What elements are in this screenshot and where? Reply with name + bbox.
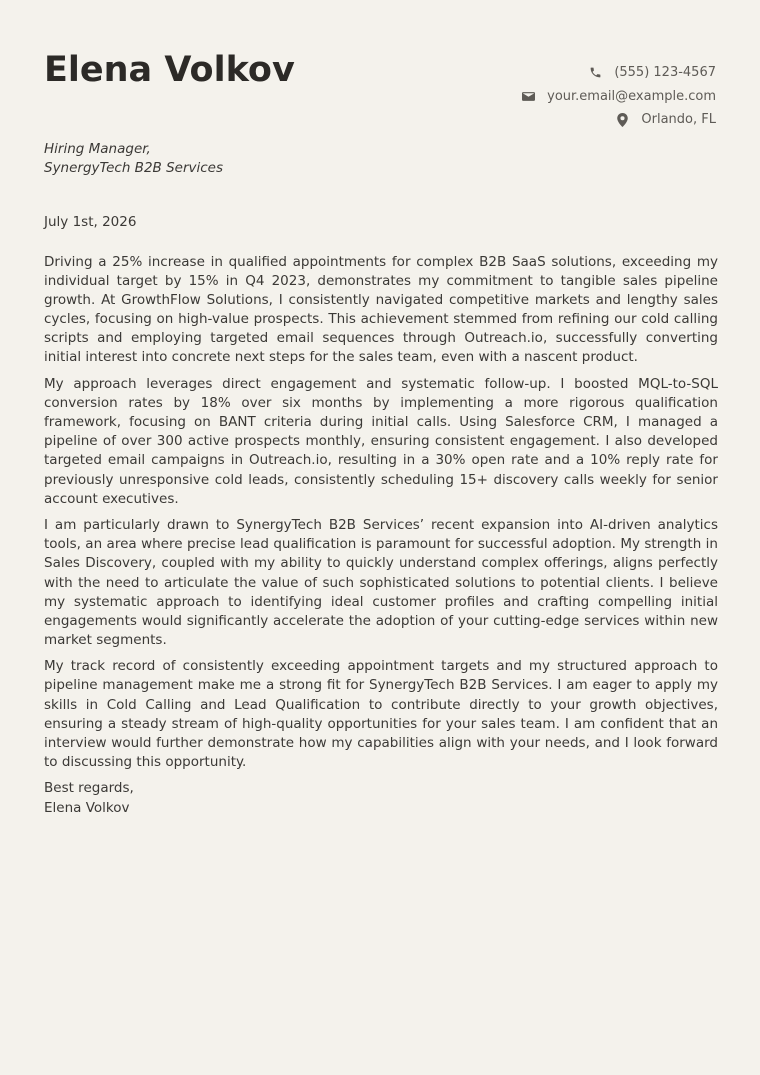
body-paragraph: I am particularly drawn to SynergyTech B2B Services’ recent expansion into AI-driven analytics tools, an area where precise lead qualification is paramount for successful adoption. My strength in Sales Discovery, coupled with my ability to quickly understand complex offerings, aligns perfectly with the need to articulate the value of such sophisticated solutions to potential clients. I believe my systematic approach to identifying ideal customer profiles and crafting compelling initial engagements would significantly accelerate the adoption of your cutting-edge services within new market segments. (44, 517, 718, 648)
body-paragraph: My approach leverages direct engagement and systematic follow-up. I boosted MQL-to-SQL conversion rates by 18% over six months by implementing a more rigorous qualification framework, focusing on BANT criteria during initial calls. Using Salesforce CRM, I managed a pipeline of over 300 active prospects monthly, ensuring consistent engagement. I also developed targeted email campaigns in Outreach.io, resulting in a 30% open rate and a 10% reply rate for previously unresponsive cold leads, consistently scheduling 15+ discovery calls weekly for senior account executives. (44, 376, 718, 507)
contact-location-row (521, 108, 716, 132)
closing-block (44, 779, 718, 817)
contact-phone: (555) 123-4567 (614, 65, 716, 81)
location-pin-icon (615, 113, 629, 127)
phone-icon (588, 66, 602, 80)
contact-location: Orlando, FL (641, 112, 716, 128)
contact-email-row (521, 85, 716, 109)
contact-phone-row (521, 61, 716, 85)
closing-salutation: Best regards, (44, 780, 134, 797)
contact-email: your.email@example.com (547, 88, 716, 104)
applicant-name: Elena Volkov (44, 50, 295, 90)
letter-body (44, 253, 718, 818)
letter-date: July 1st, 2026 (44, 214, 137, 230)
recipient-title: Hiring Manager, (44, 141, 151, 157)
closing-signature: Elena Volkov (44, 799, 130, 816)
body-paragraph: Driving a 25% increase in qualified appointments for complex B2B SaaS solutions, exceeding my individual target by 15% in Q4 2023, demonstrates my commitment to tangible sales pipeline growth. At GrowthFlow Solutions, I consistently navigated competitive markets and lengthy sales cycles, focusing on high-value prospects. This achievement stemmed from refining our cold calling scripts and employing targeted email sequences through Outreach.io, successfully converting initial interest into concrete next steps for the sales team, even with a nascent product. (44, 254, 718, 366)
recipient-company: SynergyTech B2B Services (44, 160, 224, 176)
envelope-icon (521, 89, 535, 103)
recipient-block (44, 140, 223, 178)
contact-block (521, 61, 716, 132)
body-paragraph: My track record of consistently exceeding appointment targets and my structured approach to pipeline management make me a strong fit for SynergyTech B2B Services. I am eager to apply my skills in Cold Calling and Lead Qualification to contribute directly to your growth objectives, ensuring a steady stream of high-quality opportunities for your sales team. I am confident that an interview would further demonstrate how my capabilities align with your needs, and I look forward to discussing this opportunity. (44, 658, 718, 770)
